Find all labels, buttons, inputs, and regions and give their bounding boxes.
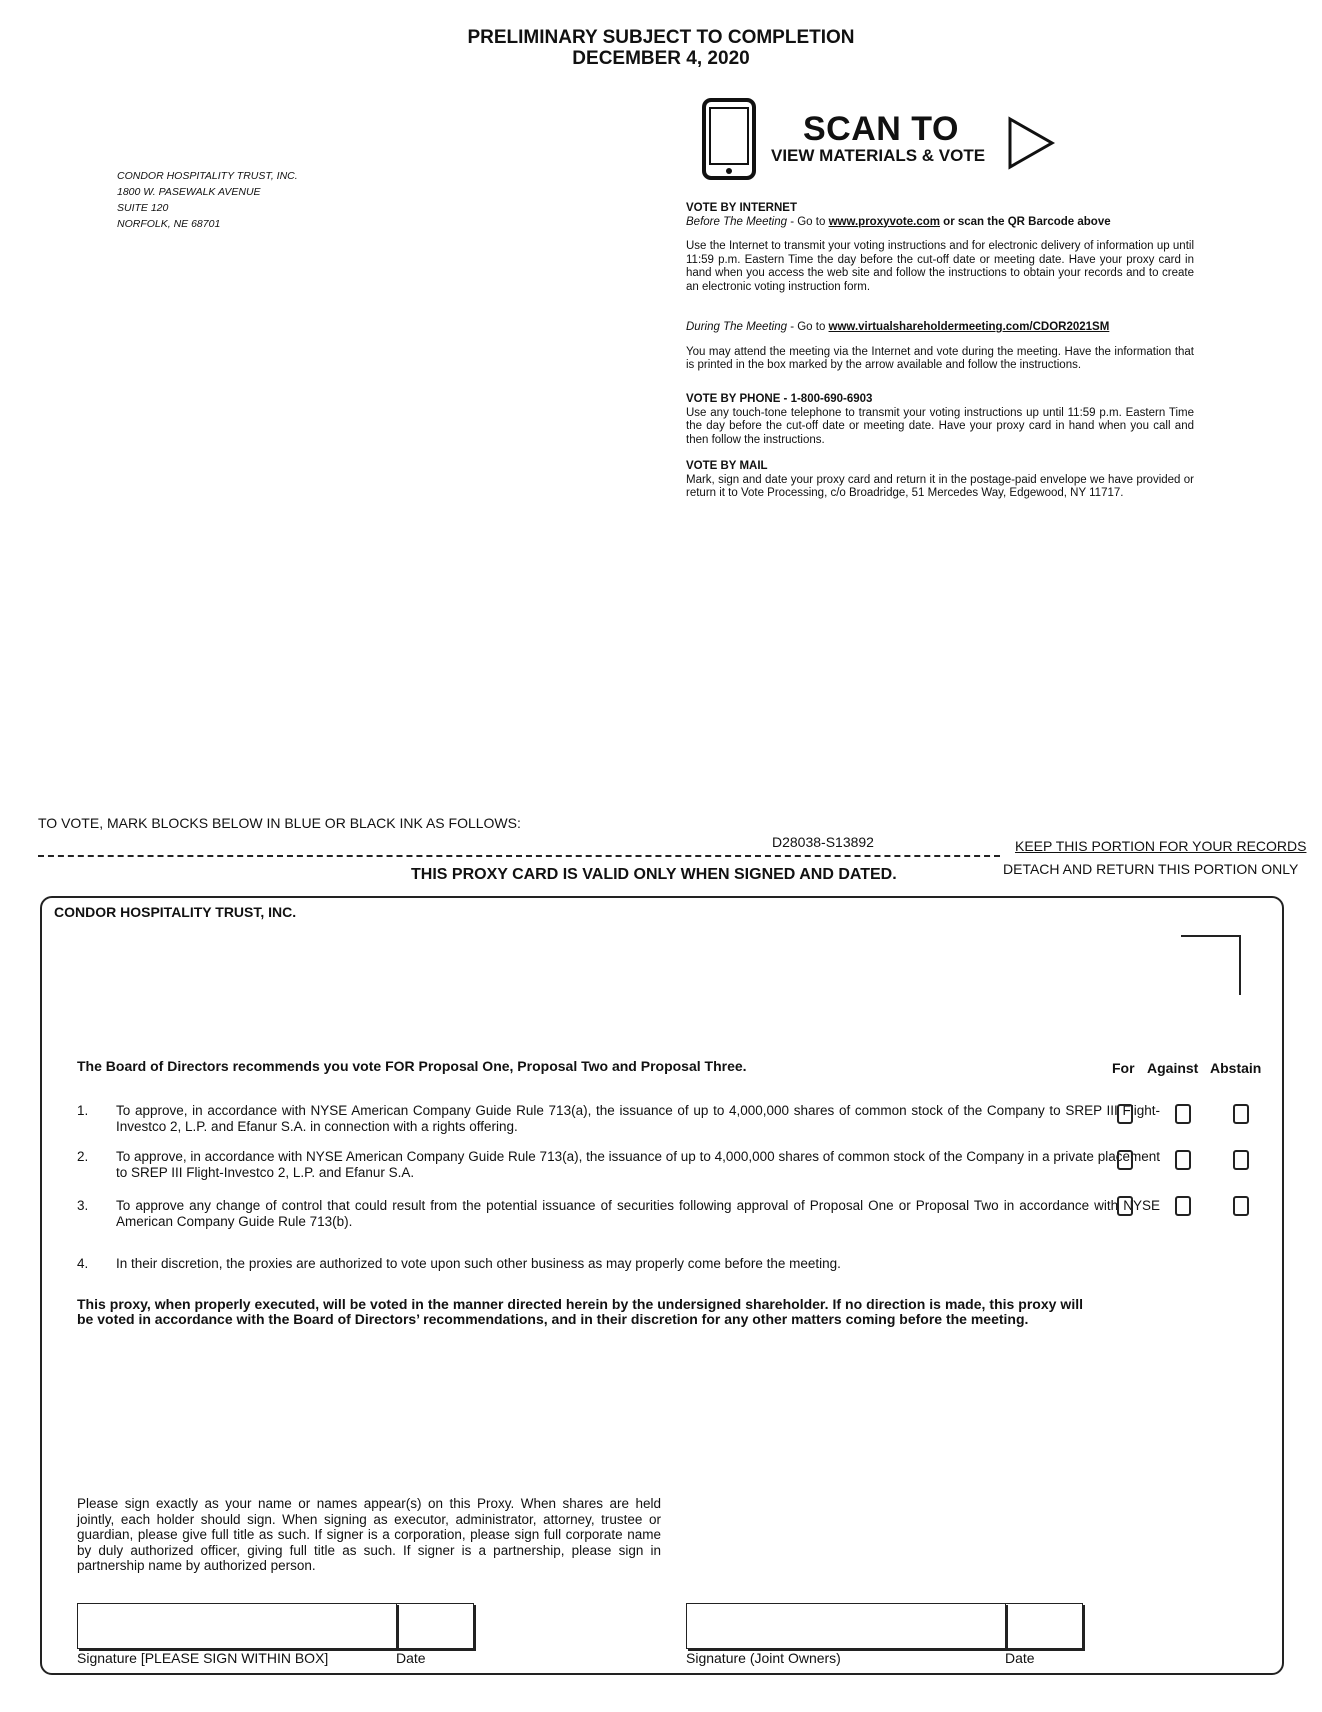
vote-mail-heading: VOTE BY MAIL [686,460,768,472]
proposal-1-for-checkbox[interactable] [1117,1104,1133,1124]
return-address [117,168,298,232]
signature-label: Signature [PLEASE SIGN WITHIN BOX] [77,1650,329,1666]
corner-mark [1181,935,1241,995]
address-line: SUITE 120 [117,202,169,214]
detach-portion-label: DETACH AND RETURN THIS PORTION ONLY [1003,861,1299,877]
proposal-text: To approve any change of control that could result from the potential issuance of securities following approval of Proposal One or Proposal Two in accordance with NYSE American Company Guide Rule 713(b). [116,1198,1160,1229]
vote-mail-section [686,460,1194,501]
before-goto: - Go to [787,215,829,228]
scan-title: SCAN TO [803,110,959,148]
vote-phone-body: Use any touch-tone telephone to transmit your voting instructions up until 11:59 p.m. Eastern Time the day before the cut-off date or meeting date. Have your proxy card in hand when you call and then follow the instructions. [686,406,1194,446]
proposal-1-abstain-checkbox[interactable] [1233,1104,1249,1124]
joint-date-label: Date [1005,1650,1035,1666]
proposal-1-against-checkbox[interactable] [1175,1104,1191,1124]
final-statement: This proxy, when properly executed, will be voted in the manner directed herein by the undersigned shareholder. If no direction is made, this proxy will be voted in accordance with the Board of Directors’ recommendations, and in their discretion for any other matters coming before the meeting. [77,1296,1083,1327]
column-for: For [1112,1060,1135,1076]
card-company-name: CONDOR HOSPITALITY TRUST, INC. [54,904,297,920]
proposal-2-for-checkbox[interactable] [1117,1150,1133,1170]
before-meeting-body: Use the Internet to transmit your voting instructions and for electronic delivery of information up until 11:59 p.m. Eastern Time the day before the cut-off date or meeting date. Have your proxy card in hand when you access the web site and follow the instructions to obtain your records and to create an electronic voting instruction form. [686,240,1194,293]
address-line: NORFOLK, NE 68701 [117,218,221,230]
joint-date-box[interactable] [1005,1603,1083,1649]
proposal-3-abstain-checkbox[interactable] [1233,1196,1249,1216]
proposal-2-abstain-checkbox[interactable] [1233,1150,1249,1170]
during-goto: - Go to [787,321,829,333]
proposal-text: In their discretion, the proxies are authorized to vote upon such other business as may properly come before the meeting. [116,1256,841,1271]
joint-signature-box[interactable] [686,1603,1006,1649]
control-code: D28038-S13892 [772,834,874,850]
before-suffix: or scan the QR Barcode above [939,215,1111,228]
mark-instructions: TO VOTE, MARK BLOCKS BELOW IN BLUE OR BLACK INK AS FOLLOWS: [38,815,521,831]
address-line: CONDOR HOSPITALITY TRUST, INC. [117,170,298,182]
mobile-phone-icon [702,98,756,180]
date-label: Date [396,1650,426,1666]
virtual-meeting-link[interactable]: www.virtualshareholdermeeting.com/CDOR2021SM [828,321,1110,333]
board-recommendation: The Board of Directors recommends you vote FOR Proposal One, Proposal Two and Proposal Three. [77,1058,747,1074]
date-box[interactable] [396,1603,474,1649]
during-meeting-label: During The Meeting [686,321,787,333]
address-line: 1800 W. PASEWALK AVENUE [117,186,261,198]
signature-box[interactable] [77,1603,397,1649]
play-arrow-icon [1006,116,1056,170]
proposal-text: To approve, in accordance with NYSE American Company Guide Rule 713(a), the issuance of up to 4,000,000 shares of common stock of the Company in a private placement to SREP III Flight-Investco 2, L.P. and Efanur S.A. [116,1149,1160,1180]
sign-instructions: Please sign exactly as your name or names appear(s) on this Proxy. When shares are held jointly, each holder should sign. When signing as executor, administrator, attorney, trustee or guardian, please give full title as such. If signer is a corporation, please sign full corporate name by duly authorized officer, giving full title as such. If signer is a partnership, please sign in partnership name by authorized person. [77,1496,661,1573]
proposal-number: 1. [77,1103,89,1118]
keep-portion-label: KEEP THIS PORTION FOR YOUR RECORDS [1015,838,1307,854]
proxyvote-link[interactable]: www.proxyvote.com [828,215,940,228]
joint-signature-label: Signature (Joint Owners) [686,1650,841,1666]
during-meeting-body: You may attend the meeting via the Internet and vote during the meeting. Have the information that is printed in the box marked by the arrow available and follow the instructions. [686,345,1194,371]
vote-internet-heading: VOTE BY INTERNET [686,202,797,214]
vote-phone-section [686,393,1194,447]
proposal-3-for-checkbox[interactable] [1117,1196,1133,1216]
proposal-text: To approve, in accordance with NYSE American Company Guide Rule 713(a), the issuance of up to 4,000,000 shares of common stock of the Company to SREP III Flight-Investco 2, L.P. and Efanur S.A. in connection with a rights offering. [116,1103,1160,1134]
vote-phone-heading: VOTE BY PHONE - 1-800-690-6903 [686,393,873,405]
vote-mail-body: Mark, sign and date your proxy card and return it in the postage-paid envelope we have provided or return it to Vote Processing, c/o Broadridge, 51 Mercedes Way, Edgewood, NY 11717. [686,473,1194,499]
before-meeting-label: Before The Meeting [686,215,788,228]
proposal-number: 4. [77,1256,89,1271]
scan-subtitle: VIEW MATERIALS & VOTE [771,146,986,165]
preliminary-heading: PRELIMINARY SUBJECT TO COMPLETION [467,27,855,48]
proposal-2-against-checkbox[interactable] [1175,1150,1191,1170]
vote-internet-section [686,202,1194,373]
proposal-number: 3. [77,1198,89,1213]
detach-line [38,855,1000,857]
column-abstain: Abstain [1210,1060,1262,1076]
date-heading: DECEMBER 4, 2020 [572,48,750,69]
column-against: Against [1147,1060,1199,1076]
valid-notice: THIS PROXY CARD IS VALID ONLY WHEN SIGNED AND DATED. [411,866,897,883]
proposal-number: 2. [77,1149,89,1164]
proposal-3-against-checkbox[interactable] [1175,1196,1191,1216]
